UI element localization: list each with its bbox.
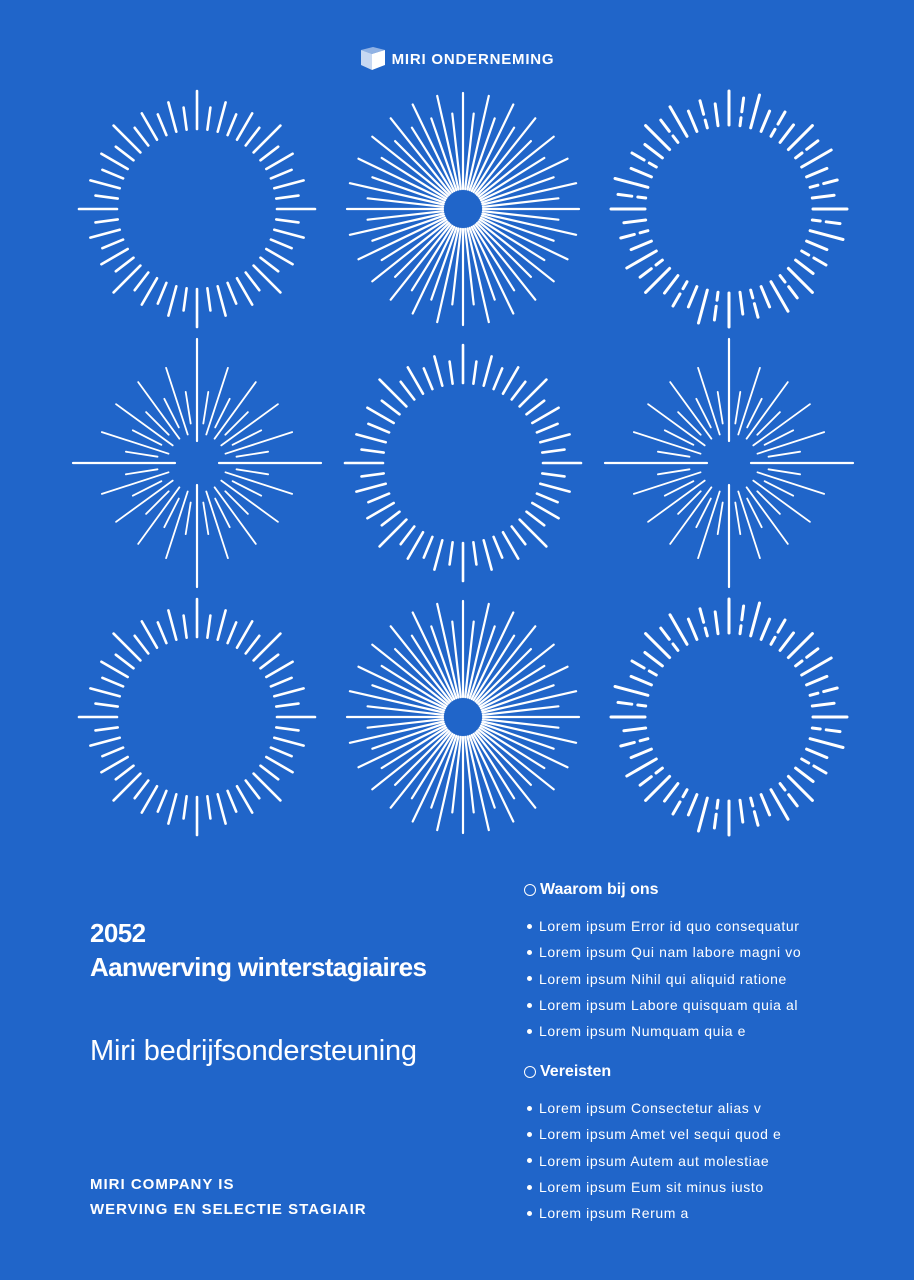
tagline-line-1: MIRI COMPANY IS	[90, 1176, 235, 1193]
list-item-text: Lorem ipsum Eum sit minus iusto	[539, 1179, 764, 1196]
list-item	[524, 939, 801, 965]
list-item-text: Lorem ipsum Error id quo consequatur	[539, 918, 800, 935]
list-item	[524, 1095, 781, 1121]
title-year: 2052	[90, 918, 146, 948]
page-title: Aanwerving winterstagiaires	[90, 952, 427, 982]
subtitle: Miri bedrijfsondersteuning	[90, 1035, 417, 1067]
star-burst-icon	[605, 339, 853, 587]
bullet-dot-icon	[527, 1158, 532, 1163]
ring-burst-icon	[79, 91, 315, 327]
list-item-text: Lorem ipsum Nihil qui aliquid ratione	[539, 970, 787, 987]
sunburst-icon	[347, 601, 579, 833]
list-item	[524, 913, 801, 939]
logo-icon	[360, 47, 386, 71]
list-item	[524, 1200, 781, 1226]
bullet-dot-icon	[527, 950, 532, 955]
list-item-text: Lorem ipsum Labore quisquam quia al	[539, 997, 799, 1014]
tagline-line-2: WERVING EN SELECTIE STAGIAIR	[90, 1201, 367, 1218]
section-title: Waarom bij ons	[540, 881, 659, 898]
circle-bullet-icon	[524, 884, 536, 896]
section-heading	[524, 881, 801, 899]
ring-burst-icon	[345, 345, 581, 581]
list-item-text: Lorem ipsum Consectetur alias v	[539, 1100, 762, 1117]
section-requirements	[524, 1063, 781, 1226]
list-item	[524, 1148, 781, 1174]
broken-ring-burst-icon	[611, 91, 847, 327]
list-item	[524, 1174, 781, 1200]
bullet-dot-icon	[527, 1185, 532, 1190]
list-item-text: Lorem ipsum Qui nam labore magni vo	[539, 944, 802, 961]
fireworks-decoration	[0, 85, 914, 845]
title-block	[90, 916, 426, 984]
bullet-dot-icon	[527, 976, 532, 981]
bullet-dot-icon	[527, 1211, 532, 1216]
section-title: Vereisten	[540, 1063, 612, 1080]
list-item	[524, 992, 801, 1018]
brand-header	[0, 47, 914, 71]
ring-burst-icon	[79, 599, 315, 835]
bullet-dot-icon	[527, 1132, 532, 1137]
list-item-text: Lorem ipsum Autem aut molestiae	[539, 1152, 770, 1169]
sunburst-icon	[347, 93, 579, 325]
list-item-text: Lorem ipsum Numquam quia e	[539, 1023, 747, 1040]
bullet-dot-icon	[527, 924, 532, 929]
company-tagline	[90, 1172, 367, 1222]
requirements-list	[524, 1095, 781, 1226]
brand-name: MIRI ONDERNEMING	[391, 50, 555, 68]
list-item	[524, 966, 801, 992]
list-item	[524, 1018, 801, 1044]
list-item-text: Lorem ipsum Amet vel sequi quod e	[539, 1126, 782, 1143]
bullet-dot-icon	[527, 1106, 532, 1111]
list-item	[524, 1121, 781, 1147]
bullet-dot-icon	[527, 1003, 532, 1008]
broken-ring-burst-icon	[611, 599, 847, 835]
star-burst-icon	[73, 339, 321, 587]
section-why-us	[524, 881, 801, 1044]
circle-bullet-icon	[524, 1066, 536, 1078]
benefits-list	[524, 913, 801, 1044]
list-item-text: Lorem ipsum Rerum a	[539, 1205, 689, 1222]
bullet-dot-icon	[527, 1029, 532, 1034]
section-heading	[524, 1063, 781, 1081]
